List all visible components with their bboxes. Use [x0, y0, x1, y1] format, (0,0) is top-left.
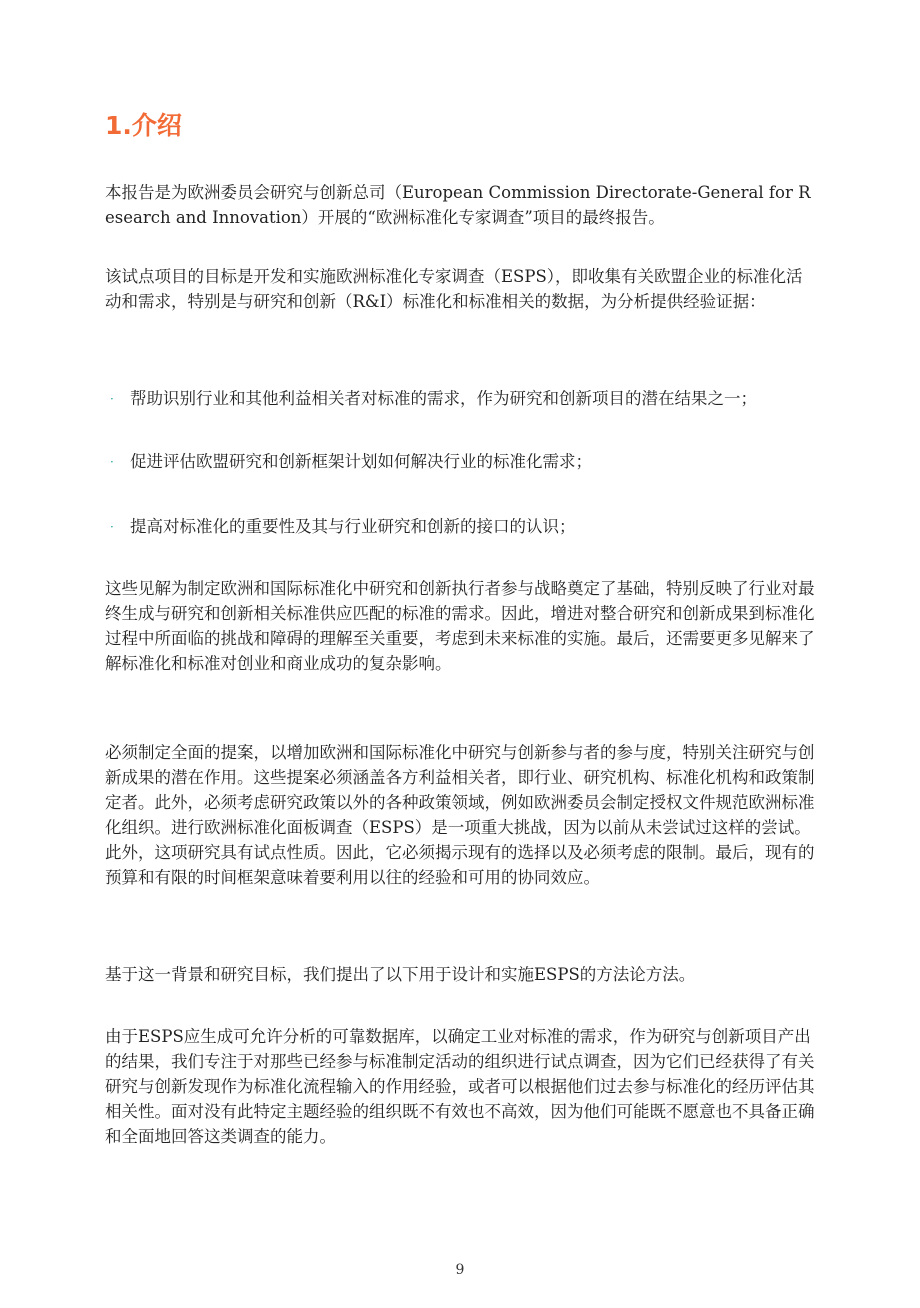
bullet-item	[110, 514, 817, 540]
bullet-marker-icon: ·	[110, 392, 114, 406]
bullet-item	[110, 449, 817, 475]
bullet-item-text: 提高对标准化的重要性及其与行业研究和创新的接口的认识；	[130, 517, 576, 536]
paragraph-pilot-survey: 由于ESPS应生成可允许分析的可靠数据库，以确定工业对标准的需求，作为研究与创新项目产出的结果，我们专注于对那些已经参与标准制定活动的组织进行试点调查，因为它们已经获得了有关研究与创新发现作为标准化流程输入的作用经验，或者可以根据他们过去参与标准化的经历评估其相关性。面对没有此特定主题经验的组织既不有效也不高效，因为他们可能既不愿意也不具备正确和全面地回答这类调查的能力。	[105, 1027, 815, 1146]
paragraph-methodology: 基于这一背景和研究目标，我们提出了以下用于设计和实施ESPS的方法论方法。	[105, 965, 696, 984]
bullet-marker-icon: ·	[110, 455, 114, 469]
paragraph-insights: 这些见解为制定欧洲和国际标准化中研究和创新执行者参与战略奠定了基础，特别反映了行业对最终生成与研究和创新相关标准供应匹配的标准的需求。因此，增进对整合研究和创新成果到标准化过程中所面临的挑战和障碍的理解至关重要，考虑到未来标准的实施。最后，还需要更多见解来了解标准化和标准对创业和商业成功的复杂影响。	[105, 579, 815, 673]
bullet-item-text: 帮助识别行业和其他利益相关者对标准的需求，作为研究和创新项目的潜在结果之一；	[130, 389, 757, 408]
paragraph-project-goal: 该试点项目的目标是开发和实施欧洲标准化专家调查（ESPS），即收集有关欧盟企业的标准化活动和需求，特别是与研究和创新（R&I）标准化和标准相关的数据，为分析提供经验证据：	[105, 267, 803, 311]
paragraph-intro: 本报告是为欧洲委员会研究与创新总司（European Commission Directorate-General for Research and Innovation）开展的“欧洲标准化专家调查”项目的最终报告。	[105, 183, 811, 227]
section-heading: 1.介绍	[105, 111, 182, 140]
bullet-item-text: 促进评估欧盟研究和创新框架计划如何解决行业的标准化需求；	[130, 452, 592, 471]
page-number: 9	[455, 1262, 465, 1278]
bullet-marker-icon: ·	[110, 520, 114, 534]
paragraph-proposals: 必须制定全面的提案，以增加欧洲和国际标准化中研究与创新参与者的参与度，特别关注研究与创新成果的潜在作用。这些提案必须涵盖各方利益相关者，即行业、研究机构、标准化机构和政策制定者。此外，必须考虑研究政策以外的各种政策领域，例如欧洲委员会制定授权文件规范欧洲标准化组织。进行欧洲标准化面板调查（ESPS）是一项重大挑战，因为以前从未尝试过这样的尝试。此外，这项研究具有试点性质。因此，它必须揭示现有的选择以及必须考虑的限制。最后，现有的预算和有限的时间框架意味着要利用以往的经验和可用的协同效应。	[105, 743, 815, 887]
bullet-item	[110, 386, 817, 412]
